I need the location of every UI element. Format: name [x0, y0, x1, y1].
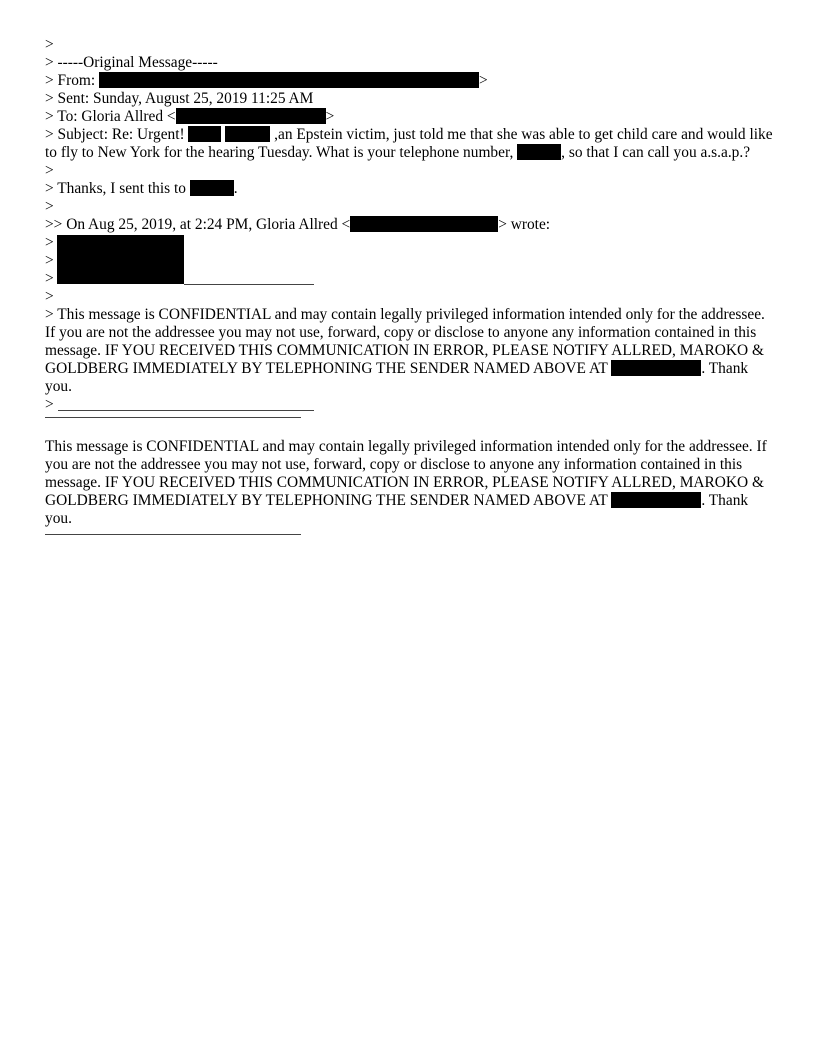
quote-marker: > — [45, 288, 54, 305]
divider-line — [184, 284, 314, 285]
sent-line: > Sent: Sunday, August 25, 2019 11:25 AM — [45, 90, 314, 107]
quote-marker: > — [45, 234, 54, 251]
confidentiality-notice: This message is CONFIDENTIAL and may contain legally privileged information intended only for the addressee. If you are not the addressee you may not use, forward, copy or disclose to anyone any information contained in this message. IF YOU RECEIVED THIS COMMUNICATION IN ERROR, PLEASE NOTIFY ALLRED, MAROKO & GOLDBERG IMMEDIATELY BY TELEPHONING THE SENDER NAMED ABOVE AT . Thank you. — [45, 438, 767, 527]
email-document — [45, 36, 773, 535]
quote-marker: > — [45, 270, 54, 287]
quote-marker: > — [45, 252, 54, 269]
redacted-recipient-name — [517, 144, 561, 160]
quote-marker: > — [45, 36, 54, 53]
redacted-nested-block — [45, 234, 773, 288]
quote-marker: > — [45, 162, 54, 179]
on-wrote-line: >> On Aug 25, 2019, at 2:24 PM, Gloria Allred < > wrote: — [45, 216, 551, 233]
original-message-header: > -----Original Message----- — [45, 54, 218, 71]
divider-line — [45, 534, 301, 535]
thanks-line: > Thanks, I sent this to . — [45, 180, 238, 197]
to-line: > To: Gloria Allred < > — [45, 108, 335, 125]
quote-marker: > — [45, 198, 54, 215]
redacted-to-address — [176, 108, 326, 124]
redacted-phone-number — [611, 360, 701, 376]
redacted-last-name — [225, 126, 270, 142]
redacted-email-address — [350, 216, 498, 232]
redacted-first-name — [188, 126, 221, 142]
divider-line — [58, 410, 314, 411]
redacted-from-address — [99, 72, 479, 88]
confidentiality-notice-quoted: > This message is CONFIDENTIAL and may contain legally privileged information intended only for the addressee. If you are not the addressee you may not use, forward, copy or disclose to anyone any information contained in this message. IF YOU RECEIVED THIS COMMUNICATION IN ERROR, PLEASE NOTIFY ALLRED, MAROKO & GOLDBERG IMMEDIATELY BY TELEPHONING THE SENDER NAMED ABOVE AT . Thank you. — [45, 306, 765, 395]
redacted-phone-number — [611, 492, 701, 508]
subject-line: > Subject: Re: Urgent! ,an Epstein victim, just told me that she was able to get child care and would like to fly to New York for the hearing Tuesday. What is your telephone number, , so that I can call you a.s.a.p.? — [45, 126, 773, 161]
from-line: > From: > — [45, 72, 488, 89]
quote-divider-line: > — [45, 396, 773, 414]
redacted-block — [57, 235, 184, 284]
redacted-name — [190, 180, 234, 196]
